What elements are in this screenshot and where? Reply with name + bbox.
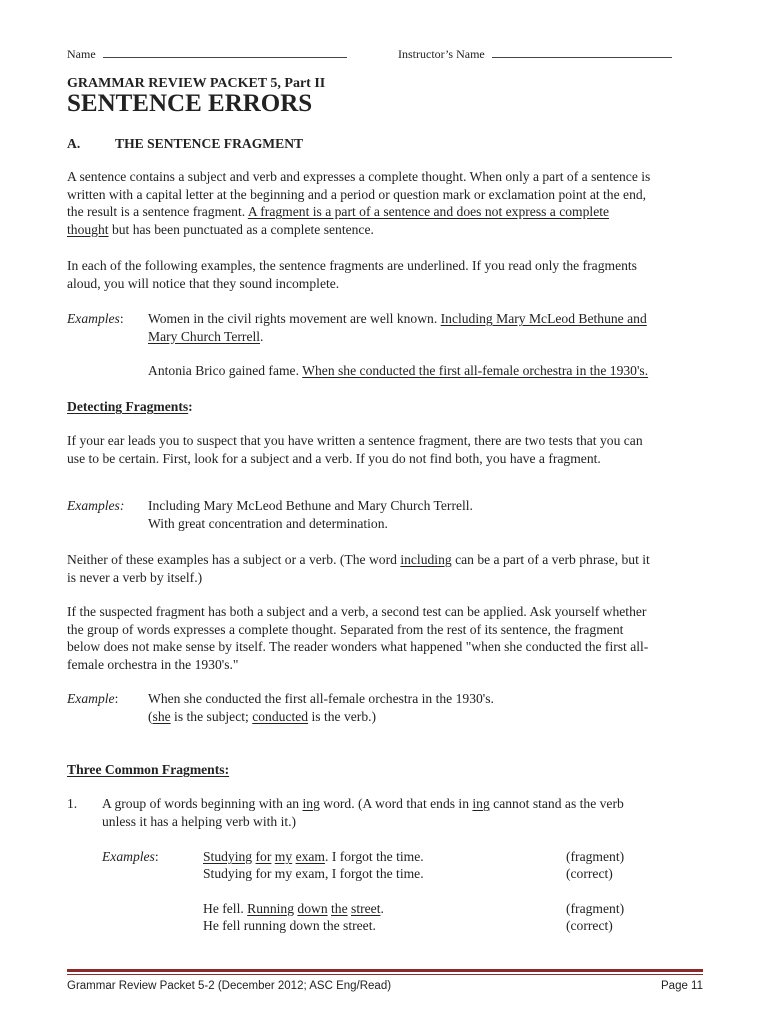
fragment-definition: thought bbox=[67, 221, 109, 237]
examples-label bbox=[67, 310, 124, 328]
paragraph-line: aloud, you will notice that they sound incomplete. bbox=[67, 275, 340, 291]
status-label: (correct) bbox=[566, 918, 613, 933]
examples-label bbox=[102, 848, 159, 866]
examples-label: Examples: bbox=[67, 498, 125, 513]
item-text: word. (A word that ends in bbox=[319, 796, 473, 811]
packet-title: GRAMMAR REVIEW PACKET 5, Part II bbox=[67, 76, 326, 91]
neither-paragraph bbox=[67, 551, 650, 586]
footer-page-number: Page 11 bbox=[661, 980, 703, 992]
example-row-correct: He fell running down the street. bbox=[203, 918, 376, 933]
example-line bbox=[148, 362, 648, 380]
status-label: (fragment) bbox=[566, 901, 625, 916]
example-text: is the verb.) bbox=[308, 708, 377, 724]
intro-line: A sentence contains a subject and verb and expresses a complete thought. When only a part of a sentence is bbox=[67, 169, 651, 184]
example-line bbox=[148, 708, 494, 726]
example-line: When she conducted the first all-female orchestra in the 1930's. bbox=[148, 691, 494, 706]
paragraph-line bbox=[67, 551, 650, 569]
underlined-ing: ing bbox=[472, 796, 490, 811]
example-label bbox=[67, 690, 118, 708]
examples-block-2 bbox=[148, 497, 473, 532]
intro-text: the result is a sentence fragment. bbox=[67, 204, 248, 219]
underlined-word: Running bbox=[247, 901, 294, 916]
paragraph-line: If your ear leads you to suspect that you have written a sentence fragment, there are two tests that you can bbox=[67, 433, 643, 448]
paragraph-text: can be a part of a verb phrase, but it bbox=[451, 552, 650, 567]
paragraph-line: below does not make sense by itself. The reader wonders what happened "when she conducted the first all- bbox=[67, 639, 649, 654]
example-text: . I forgot the time. bbox=[325, 849, 424, 864]
footer-rule-thin bbox=[67, 974, 703, 975]
example-text: . bbox=[380, 901, 384, 916]
detecting-paragraph bbox=[67, 432, 643, 467]
paragraph-line: If the suspected fragment has both a subject and a verb, a second test can be applied. Ask yourself whether bbox=[67, 604, 647, 619]
fragment-definition: A fragment is a part of a sentence and does not express a complete bbox=[247, 204, 610, 219]
underlined-fragment: Including Mary McLeod Bethune and bbox=[440, 311, 647, 326]
examples-block-1 bbox=[148, 310, 648, 380]
item-line: unless it has a helping verb with it.) bbox=[102, 813, 297, 829]
suspected-paragraph bbox=[67, 603, 648, 673]
underlined-verb: conducted bbox=[252, 708, 309, 724]
item-number: 1. bbox=[67, 796, 78, 811]
underlined-word: for bbox=[255, 849, 272, 864]
three-common-heading bbox=[67, 761, 229, 779]
example-row-correct: Studying for my exam, I forgot the time. bbox=[203, 866, 424, 881]
intro-line bbox=[67, 221, 650, 239]
instructor-label: Instructor’s Name bbox=[398, 47, 485, 61]
footer-rule-thick bbox=[67, 969, 703, 972]
paragraph-line: use to be certain. First, look for a subject and a verb. If you do not find both, you have a fragment. bbox=[67, 450, 601, 466]
label-colon: : bbox=[154, 849, 159, 864]
underlined-word: street bbox=[351, 901, 381, 916]
period: . bbox=[260, 328, 264, 344]
name-blank-line[interactable] bbox=[103, 46, 347, 58]
status-label: (correct) bbox=[566, 866, 613, 881]
example-row-fragment bbox=[203, 848, 424, 866]
paragraph-line: female orchestra in the 1930's." bbox=[67, 656, 239, 672]
example-sentence: Women in the civil rights movement are well known. bbox=[148, 311, 441, 326]
name-label: Name bbox=[67, 47, 96, 61]
underlined-fragment: Mary Church Terrell bbox=[148, 328, 261, 344]
heading-colon: : bbox=[188, 399, 193, 414]
example-text: is the subject; bbox=[170, 708, 253, 724]
section-a-letter: A. bbox=[67, 136, 81, 151]
intro-paragraph bbox=[67, 168, 650, 238]
underlined-ing: ing bbox=[302, 796, 320, 811]
label-colon: : bbox=[114, 691, 119, 706]
examples-label-text: Examples bbox=[102, 849, 155, 864]
example-block-3 bbox=[148, 690, 494, 725]
section-a-title: THE SENTENCE FRAGMENT bbox=[115, 136, 304, 151]
example-row-fragment bbox=[203, 900, 384, 918]
name-field-row bbox=[67, 46, 347, 62]
example-text: He fell. bbox=[203, 901, 248, 916]
item-line bbox=[102, 795, 624, 813]
underlined-word: the bbox=[331, 901, 348, 916]
underlined-word: my bbox=[274, 849, 293, 864]
intro-line bbox=[67, 203, 650, 221]
item-text: cannot stand as the verb bbox=[489, 796, 624, 811]
example-line: With great concentration and determination. bbox=[148, 515, 388, 531]
underlined-word: exam bbox=[295, 849, 326, 864]
example-line: Including Mary McLeod Bethune and Mary Church Terrell. bbox=[148, 498, 473, 513]
underlined-subject: she bbox=[152, 708, 171, 724]
example-label-text: Example bbox=[67, 691, 115, 706]
underlined-word: including bbox=[400, 552, 452, 567]
detecting-fragments-heading bbox=[67, 398, 193, 416]
example-sentence: Antonia Brico gained fame. bbox=[148, 363, 303, 378]
example-line bbox=[148, 310, 648, 328]
heading-text: Detecting Fragments bbox=[67, 399, 189, 414]
label-colon: : bbox=[119, 311, 124, 326]
intro-text: but has been punctuated as a complete sentence. bbox=[108, 221, 374, 237]
underlined-word: down bbox=[297, 901, 328, 916]
heading-text: Three Common Fragments: bbox=[67, 762, 230, 777]
item-1-text bbox=[102, 795, 624, 830]
underlined-word: Studying bbox=[203, 849, 253, 864]
instructor-blank-line[interactable] bbox=[492, 46, 672, 58]
paragraph-line: In each of the following examples, the sentence fragments are underlined. If you read only the fragments bbox=[67, 258, 637, 273]
example-line bbox=[148, 328, 648, 346]
paragraph-line: is never a verb by itself.) bbox=[67, 569, 203, 585]
intro-line: written with a capital letter at the beginning and a period or question mark or exclamation point at the end, bbox=[67, 186, 647, 202]
status-label: (fragment) bbox=[566, 849, 625, 864]
examples-label-text: Examples bbox=[67, 311, 120, 326]
paragraph-text: Neither of these examples has a subject or a verb. (The word bbox=[67, 552, 401, 567]
examples-intro-paragraph bbox=[67, 257, 637, 292]
instructor-field-row bbox=[398, 46, 672, 62]
paragraph-line: the group of words expresses a complete thought. Separated from the rest of its sentence, the fragment bbox=[67, 621, 624, 637]
item-text: A group of words beginning with an bbox=[102, 796, 303, 811]
paren: ( bbox=[148, 708, 153, 724]
underlined-fragment: When she conducted the first all-female orchestra in the 1930's. bbox=[302, 363, 649, 378]
footer-document-info: Grammar Review Packet 5-2 (December 2012; ASC Eng/Read) bbox=[67, 980, 392, 992]
main-title: SENTENCE ERRORS bbox=[67, 90, 313, 117]
